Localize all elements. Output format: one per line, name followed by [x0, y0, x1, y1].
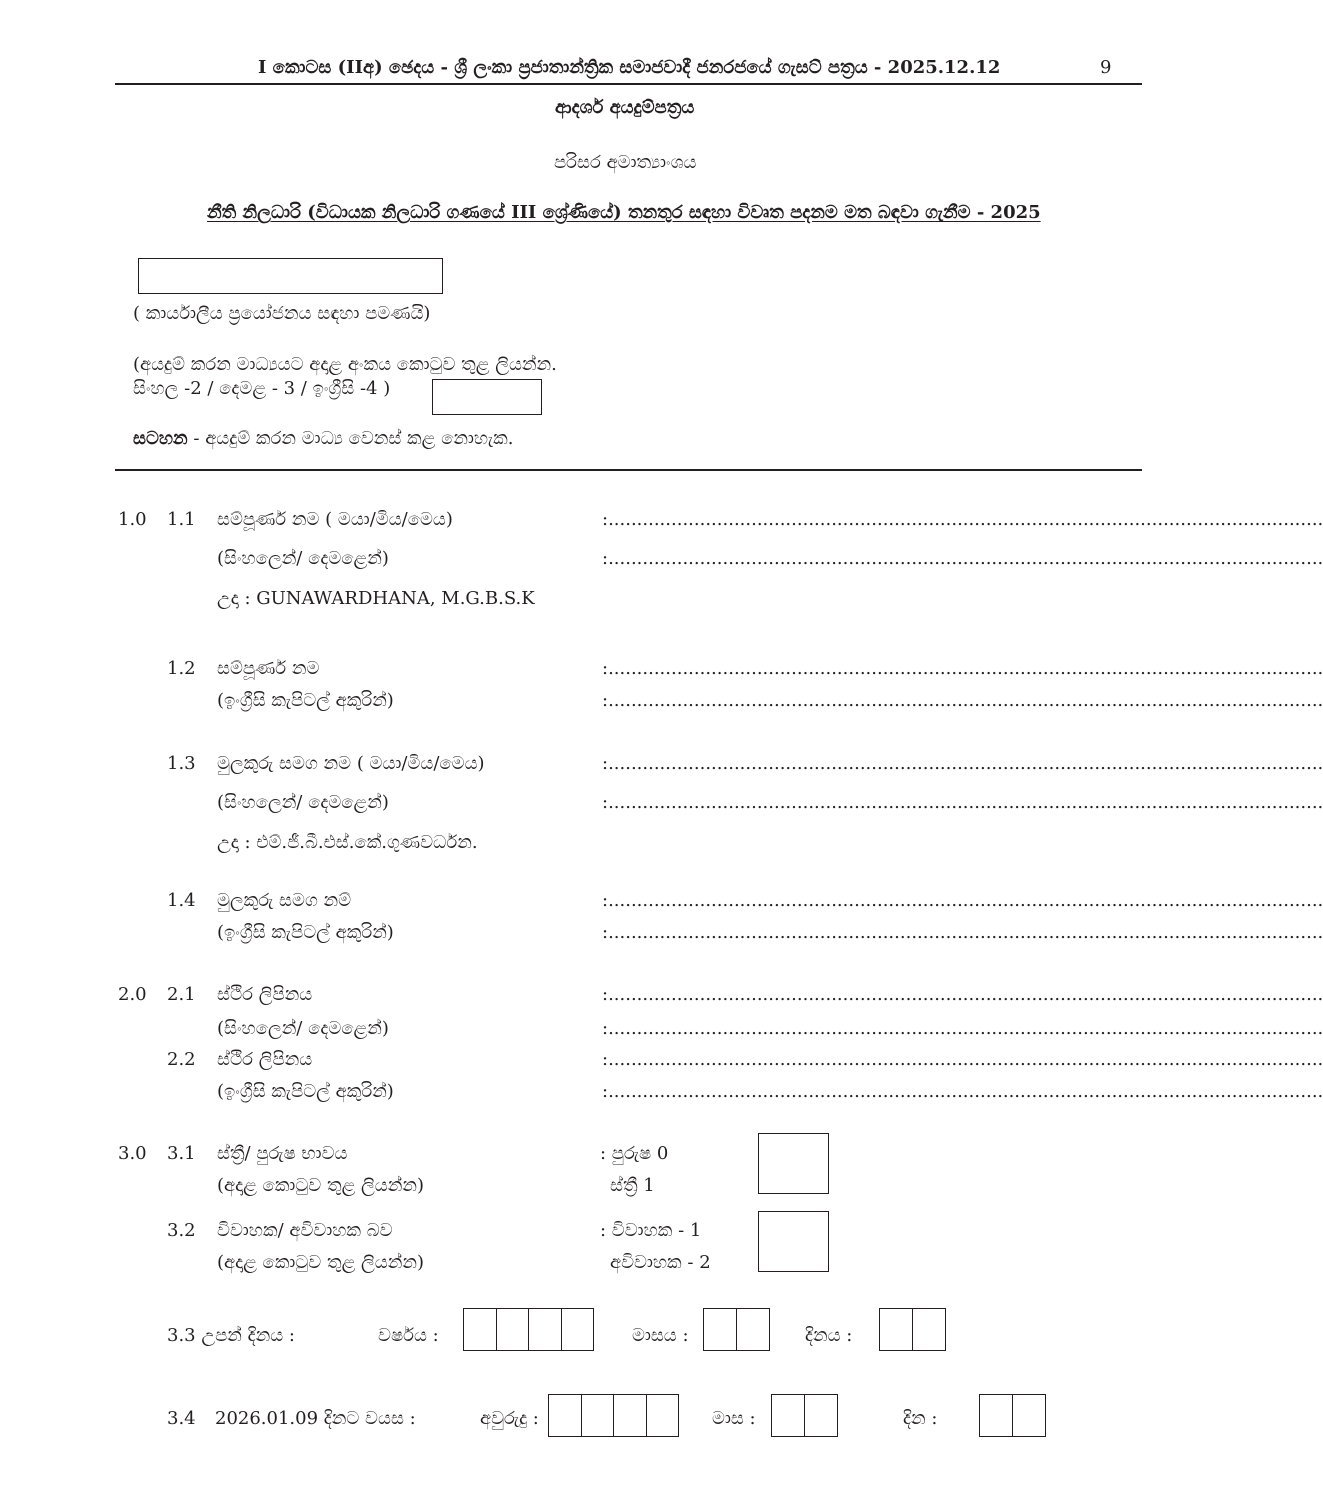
- medium-box[interactable]: [432, 379, 542, 415]
- form-title: ආදර්ශ අයදුම්පත්‍රය: [555, 97, 695, 118]
- field-1-3-input-line[interactable]: :.............................................................................................................................: [602, 753, 1323, 774]
- page-number: 9: [1100, 57, 1112, 78]
- field-1-3-label: මුලකුරු සමග නම ( මයා/මිය/මෙය): [217, 753, 485, 774]
- dob-month-boxes[interactable]: [703, 1308, 770, 1351]
- form-subject: නීති නිලධාරි (විධායක නිලධාරි ගණයේ III ශ්‍රේණියේ) තනතුර සඳහා විවෘත පදනම මත බඳවා ගැනීම - 2025: [207, 202, 1041, 223]
- dob-year-label: වර්ෂය :: [378, 1325, 439, 1346]
- field-2-2-input-line[interactable]: :.............................................................................................................................: [602, 1049, 1323, 1070]
- field-1-3-sublabel: (සිංහලෙන්/ දෙමළෙන්): [217, 792, 389, 813]
- age-years-label: අවුරුදු :: [480, 1408, 539, 1429]
- medium-instruction: (අයදුම් කරන මාධ්‍යයට අදාළ අංකය කොටුව තුළ ලියන්න.: [133, 354, 557, 375]
- civil-status-option-unmarried: අවිවාහක - 2: [610, 1252, 711, 1273]
- age-months-label: මාස :: [712, 1408, 756, 1429]
- field-1-2-input-line-2[interactable]: :.............................................................................................................................: [602, 690, 1323, 711]
- ministry-name: පරිසර අමාත්‍යාංශය: [554, 152, 697, 173]
- header-rule: [115, 83, 1142, 85]
- field-3-3-label: 3.3 උපන් දිනය :: [167, 1325, 295, 1346]
- age-days-label: දින :: [903, 1408, 938, 1429]
- dob-day-label: දිනය :: [805, 1325, 853, 1346]
- gender-option-female: ස්ත්‍රී 1: [610, 1175, 655, 1196]
- dob-year-boxes[interactable]: [463, 1308, 594, 1351]
- field-2-2-label: ස්ථිර ලිපිනය: [217, 1049, 313, 1070]
- field-2-1-input-line-2[interactable]: :.............................................................................................................................: [602, 1018, 1323, 1039]
- field-1-4-label: මුලකුරු සමග නම්: [217, 890, 352, 911]
- field-1-2-label: සම්පූර්ණ නම: [217, 658, 320, 679]
- field-3-2-sublabel: (අදාළ කොටුව තුළ ලියන්න): [217, 1252, 424, 1273]
- dob-month-label: මාසය :: [632, 1325, 689, 1346]
- field-1-4-number: 1.4: [167, 890, 196, 911]
- field-3-1-label: ස්ත්‍රී/ පුරුෂ භාවය: [217, 1143, 348, 1164]
- field-1-1-input-line-2[interactable]: :.............................................................................................................................: [602, 548, 1323, 569]
- age-years-boxes[interactable]: [548, 1394, 679, 1437]
- medium-options: සිංහල -2 / දෙමළ - 3 / ඉංග්‍රීසි -4 ): [133, 378, 391, 399]
- field-2-1-sublabel: (සිංහලෙන්/ දෙමළෙන්): [217, 1018, 389, 1039]
- field-2-2-sublabel: (ඉංග්‍රීසි කැපිටල් අකුරින්): [217, 1081, 394, 1102]
- gender-option-male: : පුරුෂ 0: [600, 1143, 669, 1164]
- office-use-box[interactable]: [138, 258, 443, 294]
- field-1-1-example: උදා : GUNAWARDHANA, M.G.B.S.K: [217, 588, 535, 609]
- section-2-number: 2.0: [118, 984, 147, 1005]
- age-months-boxes[interactable]: [771, 1394, 838, 1437]
- age-days-boxes[interactable]: [979, 1394, 1046, 1437]
- field-2-1-number: 2.1: [167, 984, 196, 1005]
- section-divider: [115, 469, 1142, 471]
- civil-status-option-married: : විවාහක - 1: [600, 1220, 702, 1241]
- dob-day-boxes[interactable]: [879, 1308, 946, 1351]
- field-3-4-label: 2026.01.09 දිනට වයස :: [215, 1408, 416, 1429]
- field-3-2-label: විවාහක/ අවිවාහක බව: [217, 1220, 393, 1241]
- field-3-1-number: 3.1: [167, 1143, 196, 1164]
- field-2-1-input-line[interactable]: :.............................................................................................................................: [602, 984, 1323, 1005]
- field-1-2-sublabel: (ඉංග්‍රීසි කැපිටල් අකුරින්): [217, 690, 394, 711]
- field-1-4-input-line-2[interactable]: :.............................................................................................................................: [602, 922, 1323, 943]
- section-3-number: 3.0: [118, 1143, 147, 1164]
- field-3-4-number: 3.4: [167, 1408, 196, 1429]
- field-2-2-number: 2.2: [167, 1049, 196, 1070]
- field-1-3-input-line-2[interactable]: :.............................................................................................................................: [602, 792, 1323, 813]
- field-1-3-example: උදා : එම්.ජී.බී.එස්.කේ.ගුණවර්ධන.: [217, 832, 478, 853]
- field-1-1-number: 1.1: [167, 509, 196, 530]
- field-1-3-number: 1.3: [167, 753, 196, 774]
- field-1-1-label: සම්පූර්ණ නම ( මයා/මිය/මෙය): [217, 509, 453, 530]
- field-3-1-sublabel: (අදාළ කොටුව තුළ ලියන්න): [217, 1175, 424, 1196]
- field-2-1-label: ස්ථිර ලිපිනය: [217, 984, 313, 1005]
- field-1-2-input-line[interactable]: :.............................................................................................................................: [602, 658, 1323, 679]
- office-use-note: ( කාර්යාලීය ප්‍රයෝජනය සඳහා පමණයි): [133, 303, 431, 324]
- field-1-1-sublabel: (සිංහලෙන්/ දෙමළෙන්): [217, 548, 389, 569]
- medium-note: සටහන - අයදුම් කරන මාධ්‍ය වෙනස් කළ නොහැක.: [133, 428, 514, 449]
- field-1-4-sublabel: (ඉංග්‍රීසි කැපිටල් අකුරින්): [217, 922, 394, 943]
- gender-box[interactable]: [758, 1133, 829, 1194]
- field-1-2-number: 1.2: [167, 658, 196, 679]
- field-1-1-input-line[interactable]: :.............................................................................................................................: [602, 509, 1323, 530]
- civil-status-box[interactable]: [758, 1211, 829, 1272]
- field-2-2-input-line-2[interactable]: :.............................................................................................................................: [602, 1081, 1323, 1102]
- field-3-2-number: 3.2: [167, 1220, 196, 1241]
- running-title: I කොටස (IIඅ) ඡෙදය - ශ්‍රී ලංකා ප්‍රජාතාන්ත්‍රික සමාජවාදී ජනරජයේ ගැසට් පත්‍රය - 2025.12.12: [258, 57, 1001, 78]
- field-1-4-input-line[interactable]: :.............................................................................................................................: [602, 890, 1323, 911]
- section-1-number: 1.0: [118, 509, 147, 530]
